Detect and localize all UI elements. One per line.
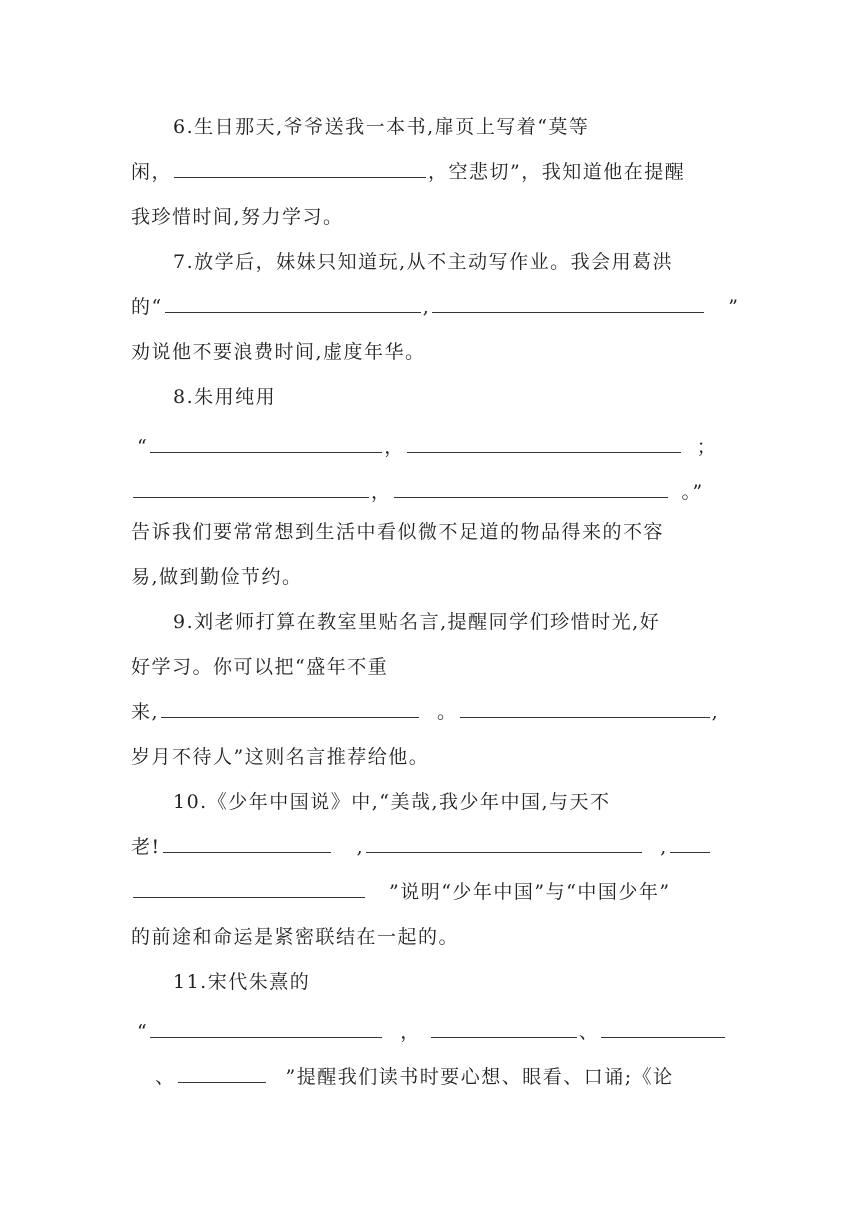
- q10-text-2c: ,: [660, 836, 668, 858]
- q6-line-3: [131, 202, 344, 232]
- q9-text-1: 9.刘老师打算在教室里贴名言,提醒同学们珍惜时光,好: [173, 611, 661, 633]
- q7-line-3: [131, 337, 426, 367]
- q11-blank-3[interactable]: [601, 1018, 725, 1038]
- q8-line-2: [137, 432, 717, 462]
- q7-line-2: [131, 292, 739, 322]
- q11-blank-1[interactable]: [150, 1018, 382, 1038]
- q10-blank-1[interactable]: [163, 833, 331, 853]
- q7-text-2c: ”: [728, 296, 740, 318]
- q8-text-5: 易,做到勤俭节约。: [131, 566, 303, 588]
- q11-text-3a: 、: [155, 1066, 176, 1088]
- q10-blank-3[interactable]: [670, 833, 710, 853]
- q6-text-1: 6.生日那天,爷爷送我一本书,扉页上写着“莫等: [173, 116, 590, 138]
- q10-text-4: 的前途和命运是紧密联结在一起的。: [131, 926, 460, 948]
- q11-text-2c: 、: [578, 1021, 600, 1043]
- q9-line-3: [131, 697, 719, 727]
- q9-text-3b: 。: [437, 701, 458, 723]
- q11-text-2a: “: [137, 1021, 149, 1043]
- q11-text-1: 11.宋代朱熹的: [173, 971, 311, 993]
- q10-blank-2[interactable]: [366, 833, 642, 853]
- q6-blank-1[interactable]: [174, 158, 426, 178]
- q8-line-4: [131, 517, 664, 547]
- q9-line-4: [131, 742, 429, 772]
- q10-text-1: 10.《少年中国说》中,“美哉,我少年中国,与天不: [173, 791, 611, 813]
- q11-line-3: [155, 1062, 674, 1092]
- q8-blank-3[interactable]: [133, 478, 369, 498]
- q9-line-1: [173, 607, 660, 637]
- q6-text-2a: 闲，: [131, 161, 173, 183]
- q9-blank-1[interactable]: [161, 698, 419, 718]
- q8-line-5: [131, 562, 303, 592]
- q10-line-2: [131, 832, 712, 862]
- q7-line-1: [173, 247, 673, 277]
- q6-text-3: 我珍惜时间,努力学习。: [131, 206, 344, 228]
- q8-text-3a: ，: [371, 481, 392, 503]
- q9-text-3a: 来,: [131, 701, 160, 723]
- q8-blank-2[interactable]: [407, 433, 681, 453]
- q10-text-2b: ,: [356, 836, 365, 858]
- q9-blank-2[interactable]: [460, 698, 710, 718]
- q9-text-3c: ,: [711, 701, 720, 723]
- q6-line-1: [173, 112, 589, 142]
- q10-text-3: ”说明“少年中国”与“中国少年”: [389, 881, 671, 903]
- q10-text-2a: 老!: [131, 836, 161, 858]
- q7-text-2b: ,: [422, 296, 431, 318]
- q8-text-4: 告诉我们要常常想到生活中看似微不足道的物品得来的不容: [131, 521, 665, 543]
- q8-text-1: 8.朱用纯用: [173, 386, 277, 408]
- q9-line-2: [131, 652, 388, 682]
- q8-blank-1[interactable]: [150, 433, 382, 453]
- q11-line-1: [173, 967, 310, 997]
- q6-text-2b: ，空悲切”，我知道他在提醒: [428, 161, 686, 183]
- q10-line-1: [173, 787, 611, 817]
- q7-text-3: 劝说他不要浪费时间,虚度年华。: [131, 341, 426, 363]
- q7-text-2a: 的“: [131, 296, 163, 318]
- q7-text-1: 7.放学后，妹妹只知道玩,从不主动写作业。我会用葛洪: [173, 251, 674, 273]
- q11-line-2: [137, 1017, 727, 1047]
- q8-text-3b: 。”: [681, 481, 704, 503]
- q11-text-3b: ”提醒我们读书时要心想、眼看、口诵;《论: [285, 1066, 674, 1088]
- q9-text-4: 岁月不待人”这则名言推荐给他。: [131, 746, 430, 768]
- q8-text-2a: “: [137, 436, 149, 458]
- q10-line-3: [131, 877, 671, 907]
- q10-blank-4[interactable]: [133, 878, 365, 898]
- q10-line-4: [131, 922, 459, 952]
- q8-line-3: [131, 477, 704, 507]
- q11-text-2b: ，: [400, 1021, 421, 1043]
- q7-blank-2[interactable]: [432, 293, 704, 313]
- q6-line-2: [131, 157, 685, 187]
- q8-text-2c: ；: [696, 436, 718, 458]
- q8-blank-4[interactable]: [394, 478, 668, 498]
- q11-blank-4[interactable]: [178, 1063, 266, 1083]
- q8-line-1: [173, 382, 276, 412]
- q9-text-2: 好学习。你可以把“盛年不重: [131, 656, 389, 678]
- q11-blank-2[interactable]: [431, 1018, 577, 1038]
- q7-blank-1[interactable]: [165, 293, 421, 313]
- q8-text-2b: ，: [384, 436, 405, 458]
